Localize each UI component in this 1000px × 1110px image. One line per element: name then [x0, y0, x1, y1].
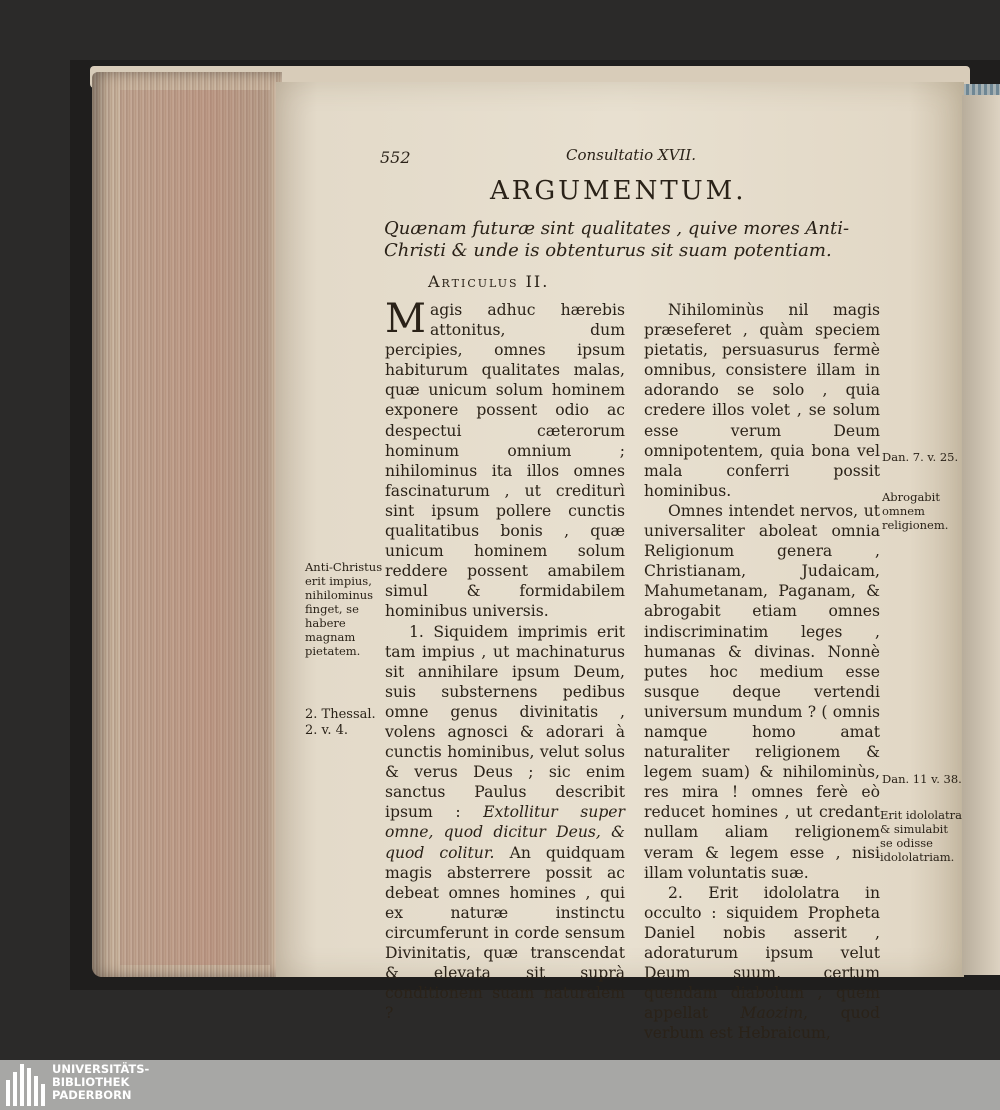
page-number: 552	[380, 148, 411, 167]
right-column	[644, 300, 880, 1043]
hebrew-term: Maozim	[740, 1004, 804, 1023]
paragraph	[385, 622, 625, 1024]
margin-note-idololatra: Erit idololatra & simulabit se odisse idololatriam.	[880, 808, 962, 864]
library-logo-icon	[6, 1064, 46, 1106]
margin-note-anti-christus: Anti-Christus erit impius, nihilominus finget, se habere magnam pietatem.	[305, 560, 383, 658]
paragraph	[644, 883, 880, 1044]
left-column	[385, 296, 625, 1023]
running-title: Consultatio XVII.	[566, 146, 697, 164]
section-heading: Articulus II.	[428, 272, 550, 291]
library-name	[52, 1063, 149, 1102]
facing-page-edge	[962, 95, 1000, 975]
paragraph: Nihilominùs nil magis præseferet , quàm speciem pietatis, persuasurus fermè omnibus, consistere illam in adorando se solo , quia credere illos volet , se solum esse verum Deum omnipotentem, quia bona vel mala conferri possit hominibus.	[644, 301, 880, 500]
library-name-line: BIBLIOTHEK	[52, 1075, 130, 1089]
page-subtitle: Quænam futuræ sint qualitates , quive mores Anti-Christi & unde is obtenturus sit suam potentiam.	[384, 218, 850, 261]
margin-note-thessal: 2. Thessal. 2. v. 4.	[305, 707, 376, 738]
page-edge-tint	[120, 90, 270, 965]
margin-note-abrogabit: Abrogabit omnem religionem.	[882, 490, 949, 532]
paragraph-text: , quod verbum est Hebraicum,	[644, 1004, 880, 1043]
library-name-line: PADERBORN	[52, 1088, 132, 1102]
page-title: ARGUMENTUM.	[490, 176, 747, 206]
library-name-line: UNIVERSITÄTS-	[52, 1062, 150, 1076]
paragraph-text: agis adhuc hærebis attonitus, dum percipies, omnes ipsum habiturum qualitates malas, quæ unicum solum hominem exponere possent odio ac despectui cæterorum hominum omnium ; nihilominus ita illos omnes fascinaturum , ut crediturì sint ipsum pollere cunctis qualitatibus bonis , quæ unicum hominem solum reddere possent amabilem simul & formidabilem hominibus universis.	[385, 301, 625, 621]
paragraph: Omnes intendet nervos, ut universaliter aboleat omnia Religionum genera , Christianam, Judaicam, Mahumetanam, Paganam, & abrogabit etiam omnes indiscriminatim leges , humanas & divinas. Nonnè putes hoc medium esse susque deque vertendi universum mundum ? ( omnis namque homo amat naturaliter religionem & legem suam) & nihilominùs, res mira ! omnes ferè eò reducet homines , ut credant nullam aliam religionem veram & legem esse , nisi illam voluntatis suæ.	[644, 501, 880, 882]
margin-note-dan7: Dan. 7. v. 25.	[882, 450, 959, 464]
scripture-quote: Extollitur super omne, quod dicitur Deus, & quod colitur.	[385, 803, 625, 862]
paragraph-text: 2. Erit idololatra in occulto : siquidem Propheta Daniel nobis asserit , adoraturum ipsum velut Deum suum, certum quendam diabolum , quem appellat	[644, 883, 880, 1023]
drop-cap: M	[385, 296, 426, 342]
paragraph-text: An quidquam magis absterrere possit ac debeat omnes homines , qui ex naturæ instinctu circumferunt in corde sensum Divinitatis, quæ transcendat & elevata sit suprà conditionem suam naturalem ?	[385, 843, 625, 1023]
library-footer-bar	[0, 1060, 1000, 1110]
margin-note-dan11: Dan. 11 v. 38.	[882, 772, 962, 786]
paragraph-text: 1. Siquidem imprimis erit tam impius , ut machinaturus sit annihilare ipsum Deum, suis substernens pedibus omne genus divinitatis , volens agnosci & adorari à cunctis hominibus, velut solus & verus Deus ; sic enim sanctus Paulus describit ipsum :	[385, 622, 625, 822]
paragraph	[385, 296, 625, 622]
